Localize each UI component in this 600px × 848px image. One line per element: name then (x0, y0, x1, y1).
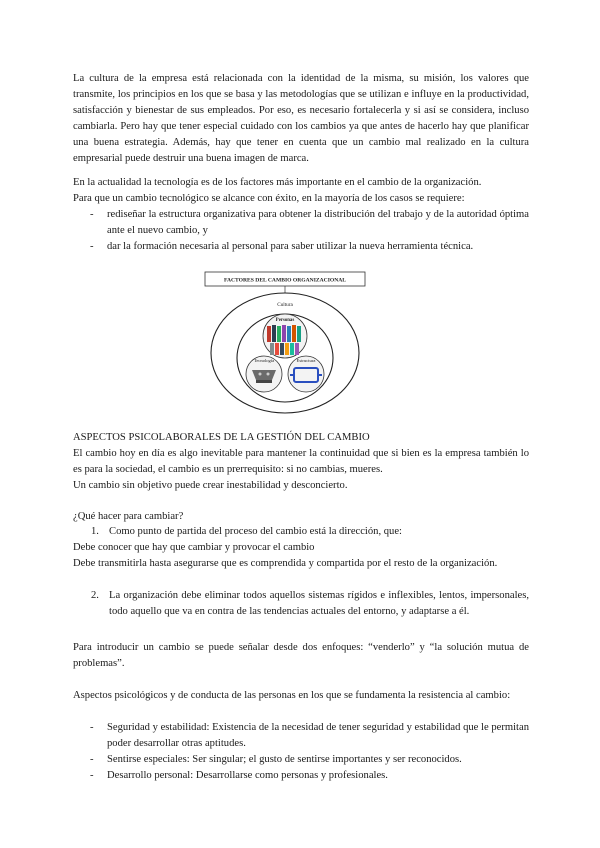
numbered-list-2 (73, 588, 529, 620)
list-item: - Desarrollo personal: Desarrollarse como personas y profesionales. (90, 770, 388, 781)
list-item: - Seguridad y estabilidad: Existencia de la necesidad de tener seguridad y estabilidad que le permitan poder desarrollar otras aptitudes. (90, 722, 529, 749)
change-factors-diagram (200, 270, 370, 415)
resistance-list (73, 720, 529, 784)
list-item: 1. Como punto de partida del proceso del cambio está la dirección, que: (91, 526, 402, 537)
personas-label: Personas (275, 318, 295, 323)
approaches-paragraph: Para introducir un cambio se puede señalar desde dos enfoques: “venderlo” y “la solución mutua de problemas”. (73, 642, 529, 669)
tecnologia-label: Tecnología (253, 358, 275, 363)
people-icon (267, 325, 301, 355)
direction-line-b: Debe transmitirla hasta asegurarse que es comprendida y compartida por el resto de la organización. (73, 558, 498, 569)
intro-paragraph: La cultura de la empresa está relacionada con la identidad de la misma, su misión, los valores que transmite, los principios en los que se basa y las metodologías que se utilizan e influye en la productividad, satisfacción y bienestar de sus empleados. Por eso, es necesario fortalecerla y si así se considera, incluso cambiarla. Pero hay que tener especial cuidado con los cambios ya que antes de hacerlo hay que planificar una buena estrategia. Además, hay que tener en cuenta que un cambio mal realizado en la cultura empresarial puede destruir una buena imagen de marca. (73, 73, 529, 164)
requirement-line: Para que un cambio tecnológico se alcance con éxito, en la mayoría de los casos se requiere: (73, 193, 465, 204)
direction-line-a: Debe conocer que hay que cambiar y provocar el cambio (73, 542, 315, 553)
list-item: - Sentirse especiales: Ser singular; el gusto de sentirse importantes y ser reconocidos. (90, 754, 462, 765)
technology-line: En la actualidad la tecnología es de los factores más importante en el cambio de la organización. (73, 177, 482, 188)
question-line: ¿Qué hacer para cambiar? (73, 511, 184, 522)
culture-label: Cultura (277, 302, 293, 308)
numbered-list-1 (73, 524, 529, 540)
diagram-title: FACTORES DEL CAMBIO ORGANIZACIONAL (223, 277, 347, 284)
requirements-list (73, 207, 529, 255)
change-paragraph: El cambio hoy en día es algo inevitable para mantener la continuidad que si bien es la empresa también lo es para la sociedad, el cambio es un prerrequisito: si no cambias, mueres. (73, 448, 529, 475)
section-heading: ASPECTOS PSICOLABORALES DE LA GESTIÓN DEL CAMBIO (73, 432, 370, 443)
list-item: 2. La organización debe eliminar todos aquellos sistemas rígidos e inflexibles, lentos, impersonales, todo aquello que va en contra de las tendencias actuales del entorno, y adaptarse a él. (91, 590, 529, 617)
resistance-paragraph: Aspectos psicológicos y de conducta de las personas en los que se fundamenta la resistencia al cambio: (73, 690, 511, 701)
estructura-label: Estructura (296, 358, 316, 363)
list-item: - dar la formación necesaria al personal para saber utilizar la nueva herramienta técnica. (90, 241, 474, 252)
objective-line: Un cambio sin objetivo puede crear inestabilidad y desconcierto. (73, 480, 348, 491)
list-item: - rediseñar la estructura organizativa para obtener la distribución del trabajo y de la autoridad óptima ante el nuevo cambio, y (90, 209, 529, 236)
